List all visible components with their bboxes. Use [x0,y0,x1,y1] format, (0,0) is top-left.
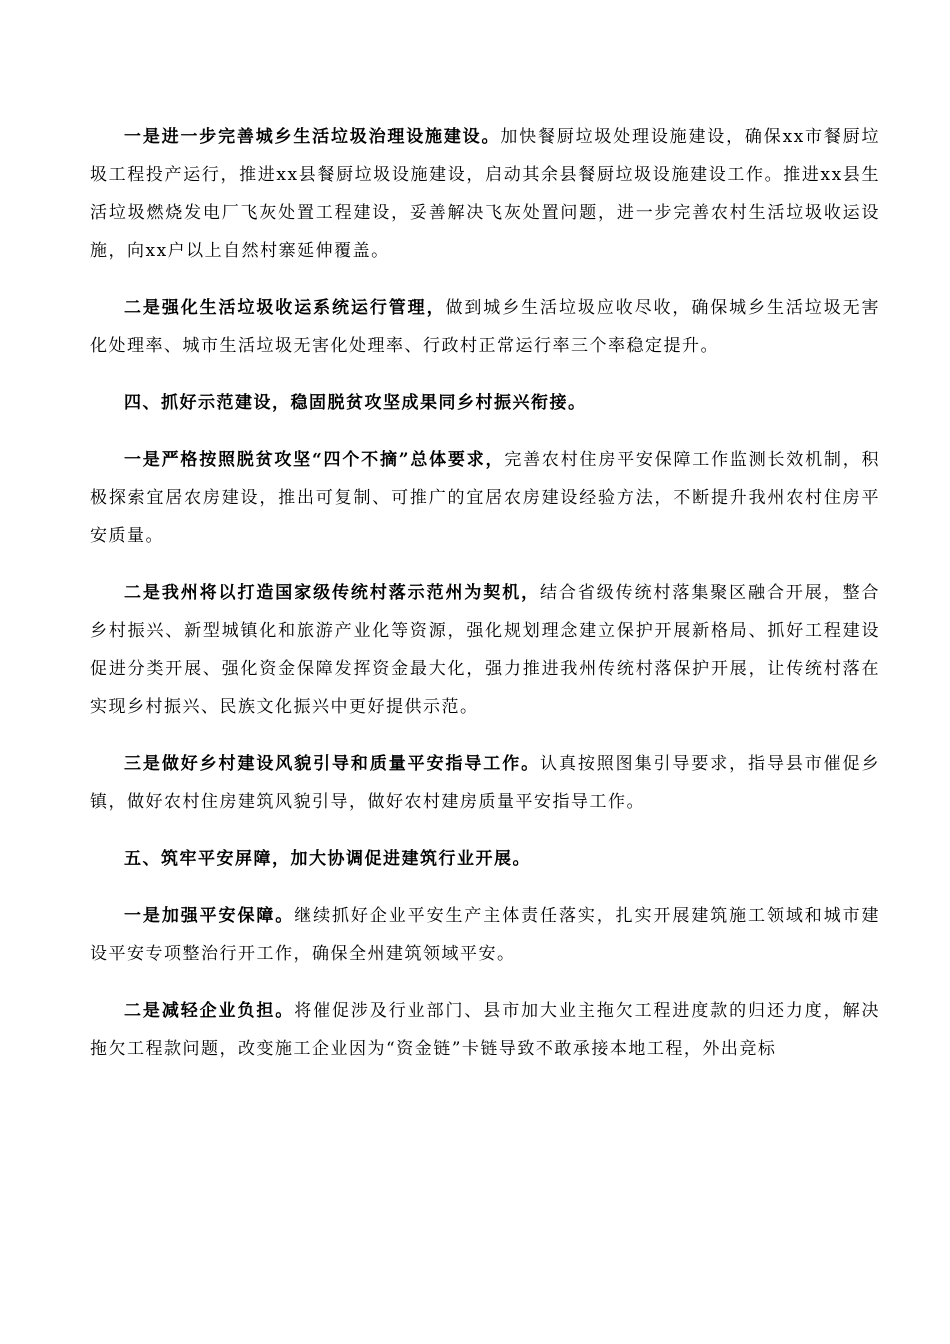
paragraph-5 [90,745,880,821]
paragraph-2-lead: 二是强化生活垃圾收运系统运行管理， [124,298,446,318]
paragraph-2 [90,289,880,365]
paragraph-6-lead: 一是加强平安保障。 [124,906,295,926]
paragraph-1-lead: 一是进一步完善城乡生活垃圾治理设施建设。 [124,127,501,147]
paragraph-4 [90,574,880,726]
paragraph-3-body: 完善农村住房平安保障工作监测长效机制，积极探索宜居农房建设，推出可复制、可推广的宜居农房建设经验方法，不断提升我州农村住房平安质量。 [90,450,880,546]
paragraph-1-body: 加快餐厨垃圾处理设施建设，确保xx市餐厨垃圾工程投产运行，推进xx县餐厨垃圾设施建设，启动其余县餐厨垃圾设施建设工作。推进xx县生活垃圾燃烧发电厂飞灰处置工程建设，妥善解决飞灰处置问题，进一步完善农村生活垃圾收运设施，向xx户以上自然村寨延伸覆盖。 [90,127,881,261]
paragraph-3 [90,441,880,555]
paragraph-7 [90,992,880,1068]
paragraph-3-lead: 一是严格按照脱贫攻坚“四个不摘”总体要求， [124,450,505,470]
paragraph-6 [90,897,880,973]
document-page [90,118,880,1087]
paragraph-5-body: 认真按照图集引导要求，指导县市催促乡镇，做好农村住房建筑风貌引导，做好农村建房质量平安指导工作。 [90,754,881,812]
paragraph-1 [90,118,880,270]
paragraph-5-lead: 三是做好乡村建设风貌引导和质量平安指导工作。 [124,754,541,774]
paragraph-4-body: 结合省级传统村落集聚区融合开展，整合乡村振兴、新型城镇化和旅游产业化等资源，强化规划理念建立保护开展新格局、抓好工程建设促进分类开展、强化资金保障发挥资金最大化，强力推进我州传统村落保护开展，让传统村落在实现乡村振兴、民族文化振兴中更好提供示范。 [90,583,881,717]
paragraph-2-body: 做到城乡生活垃圾应收尽收，确保城乡生活垃圾无害化处理率、城市生活垃圾无害化处理率、行政村正常运行率三个率稳定提升。 [90,298,881,356]
section-heading-5: 五、筑牢平安屏障，加大协调促进建筑行业开展。 [124,849,531,869]
paragraph-7-body: 将催促涉及行业部门、县市加大业主拖欠工程进度款的归还力度，解决拖欠工程款问题，改变施工企业因为“资金链”卡链导致不敢承接本地工程，外出竞标 [90,1001,881,1059]
section-heading-4: 四、抓好示范建设，稳固脱贫攻坚成果同乡村振兴衔接。 [124,393,587,413]
paragraph-4-lead: 二是我州将以打造国家级传统村落示范州为契机， [124,583,541,603]
paragraph-7-lead: 二是减轻企业负担。 [124,1001,295,1021]
paragraph-6-body: 继续抓好企业平安生产主体责任落实，扎实开展建筑施工领域和城市建设平安专项整治行开工作，确保全州建筑领域平安。 [90,906,881,964]
